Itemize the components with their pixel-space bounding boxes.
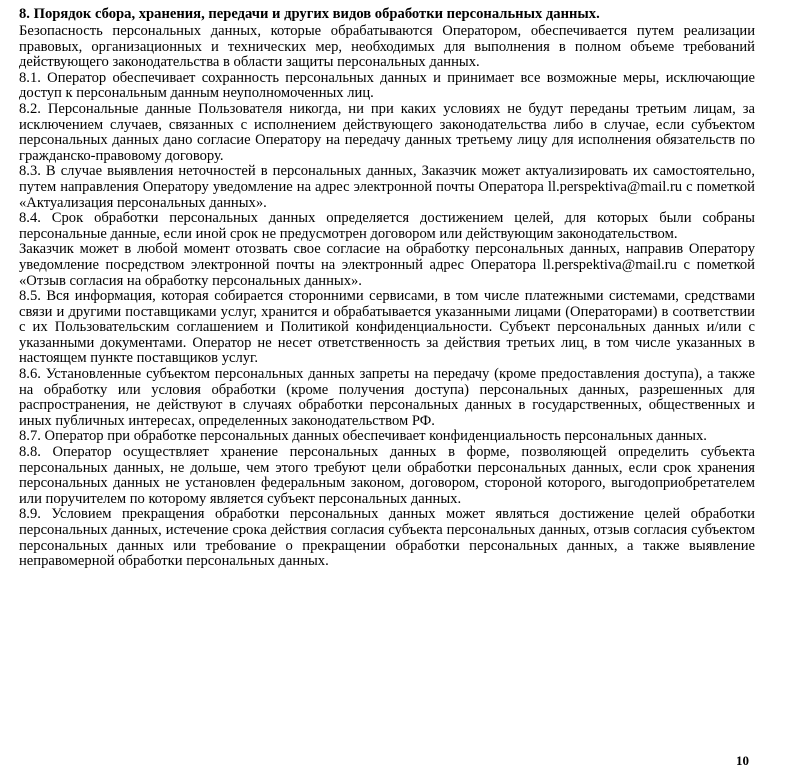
clause-8-6: 8.6. Установленные субъектом персональных данных запреты на передачу (кроме предоставления доступа), а также на обработку или условия обработки (кроме получения доступа) персональных данных, разрешенных для распространения, не действуют в случаях обработки персональных данных в государственных, общественных и иных публичных интересах, определенных законодательством РФ. xyxy=(19,366,755,429)
clause-8-7: 8.7. Оператор при обработке персональных данных обеспечивает конфиденциальность персональных данных. xyxy=(19,428,707,445)
page-number: 10 xyxy=(736,753,749,768)
clause-8-4-withdrawal: Заказчик может в любой момент отозвать свое согласие на обработку персональных данных, направив Оператору уведомление посредством электронной почты на электронный адрес Оператора ll.perspektiva@mail.ru с пометкой «Отзыв согласия на обработку персональных данных». xyxy=(19,241,755,289)
clause-8-5: 8.5. Вся информация, которая собирается сторонними сервисами, в том числе платежными системами, средствами связи и другими поставщиками услуг, хранится и обрабатывается указанными лицами (Операторами) в соответствии с их Пользовательским соглашением и Политикой конфиденциальности. Субъект персональных данных и/или с указанными документами. Оператор не несет ответственность за действия третьих лиц, в том числе указанных в настоящем пункте поставщиков услуг. xyxy=(19,288,755,367)
intro-paragraph: Безопасность персональных данных, которые обрабатываются Оператором, обеспечивается путем реализации правовых, организационных и технических мер, необходимых для выполнения в полном объеме требований действующего законодательства в области защиты персональных данных. xyxy=(19,23,755,71)
clause-8-1: 8.1. Оператор обеспечивает сохранность персональных данных и принимает все возможные меры, исключающие доступ к персональным данным неуполномоченных лиц. xyxy=(19,69,755,102)
document-page xyxy=(19,6,755,570)
clause-8-2: 8.2. Персональные данные Пользователя никогда, ни при каких условиях не будут переданы третьим лицам, за исключением случаев, связанных с исполнением действующего законодательства либо в случае, если субъектом персональных данных дано согласие Оператору на передачу данных третьему лицу для исполнения обязательств по гражданско-правовому договору. xyxy=(19,100,755,164)
clause-8-3: 8.3. В случае выявления неточностей в персональных данных, Заказчик может актуализировать их самостоятельно, путем направления Оператору уведомление на адрес электронной почты Оператора ll.perspektiva@mail.ru с пометкой «Актуализация персональных данных». xyxy=(19,163,755,211)
clause-8-9: 8.9. Условием прекращения обработки персональных данных может являться достижение целей обработки персональных данных, истечение срока действия согласия субъекта персональных данных, отзыв согласия субъектом персональных данных или требование о прекращении обработки персональных данных, а также выявление неправомерной обработки персональных данных. xyxy=(19,506,755,570)
clause-8-8: 8.8. Оператор осуществляет хранение персональных данных в форме, позволяющей определить субъекта персональных данных, не дольше, чем этого требуют цели обработки персональных данных, если срок хранения персональных данных не установлен федеральным законом, договором, стороной которого, выгодоприобретателем или поручителем по которому является субъект персональных данных. xyxy=(19,444,755,507)
section-heading: 8. Порядок сбора, хранения, передачи и других видов обработки персональных данных. xyxy=(19,6,600,22)
clause-8-4: 8.4. Срок обработки персональных данных определяется достижением целей, для которых были собраны персональные данные, если иной срок не предусмотрен договором или действующим законодательством. xyxy=(19,210,755,242)
